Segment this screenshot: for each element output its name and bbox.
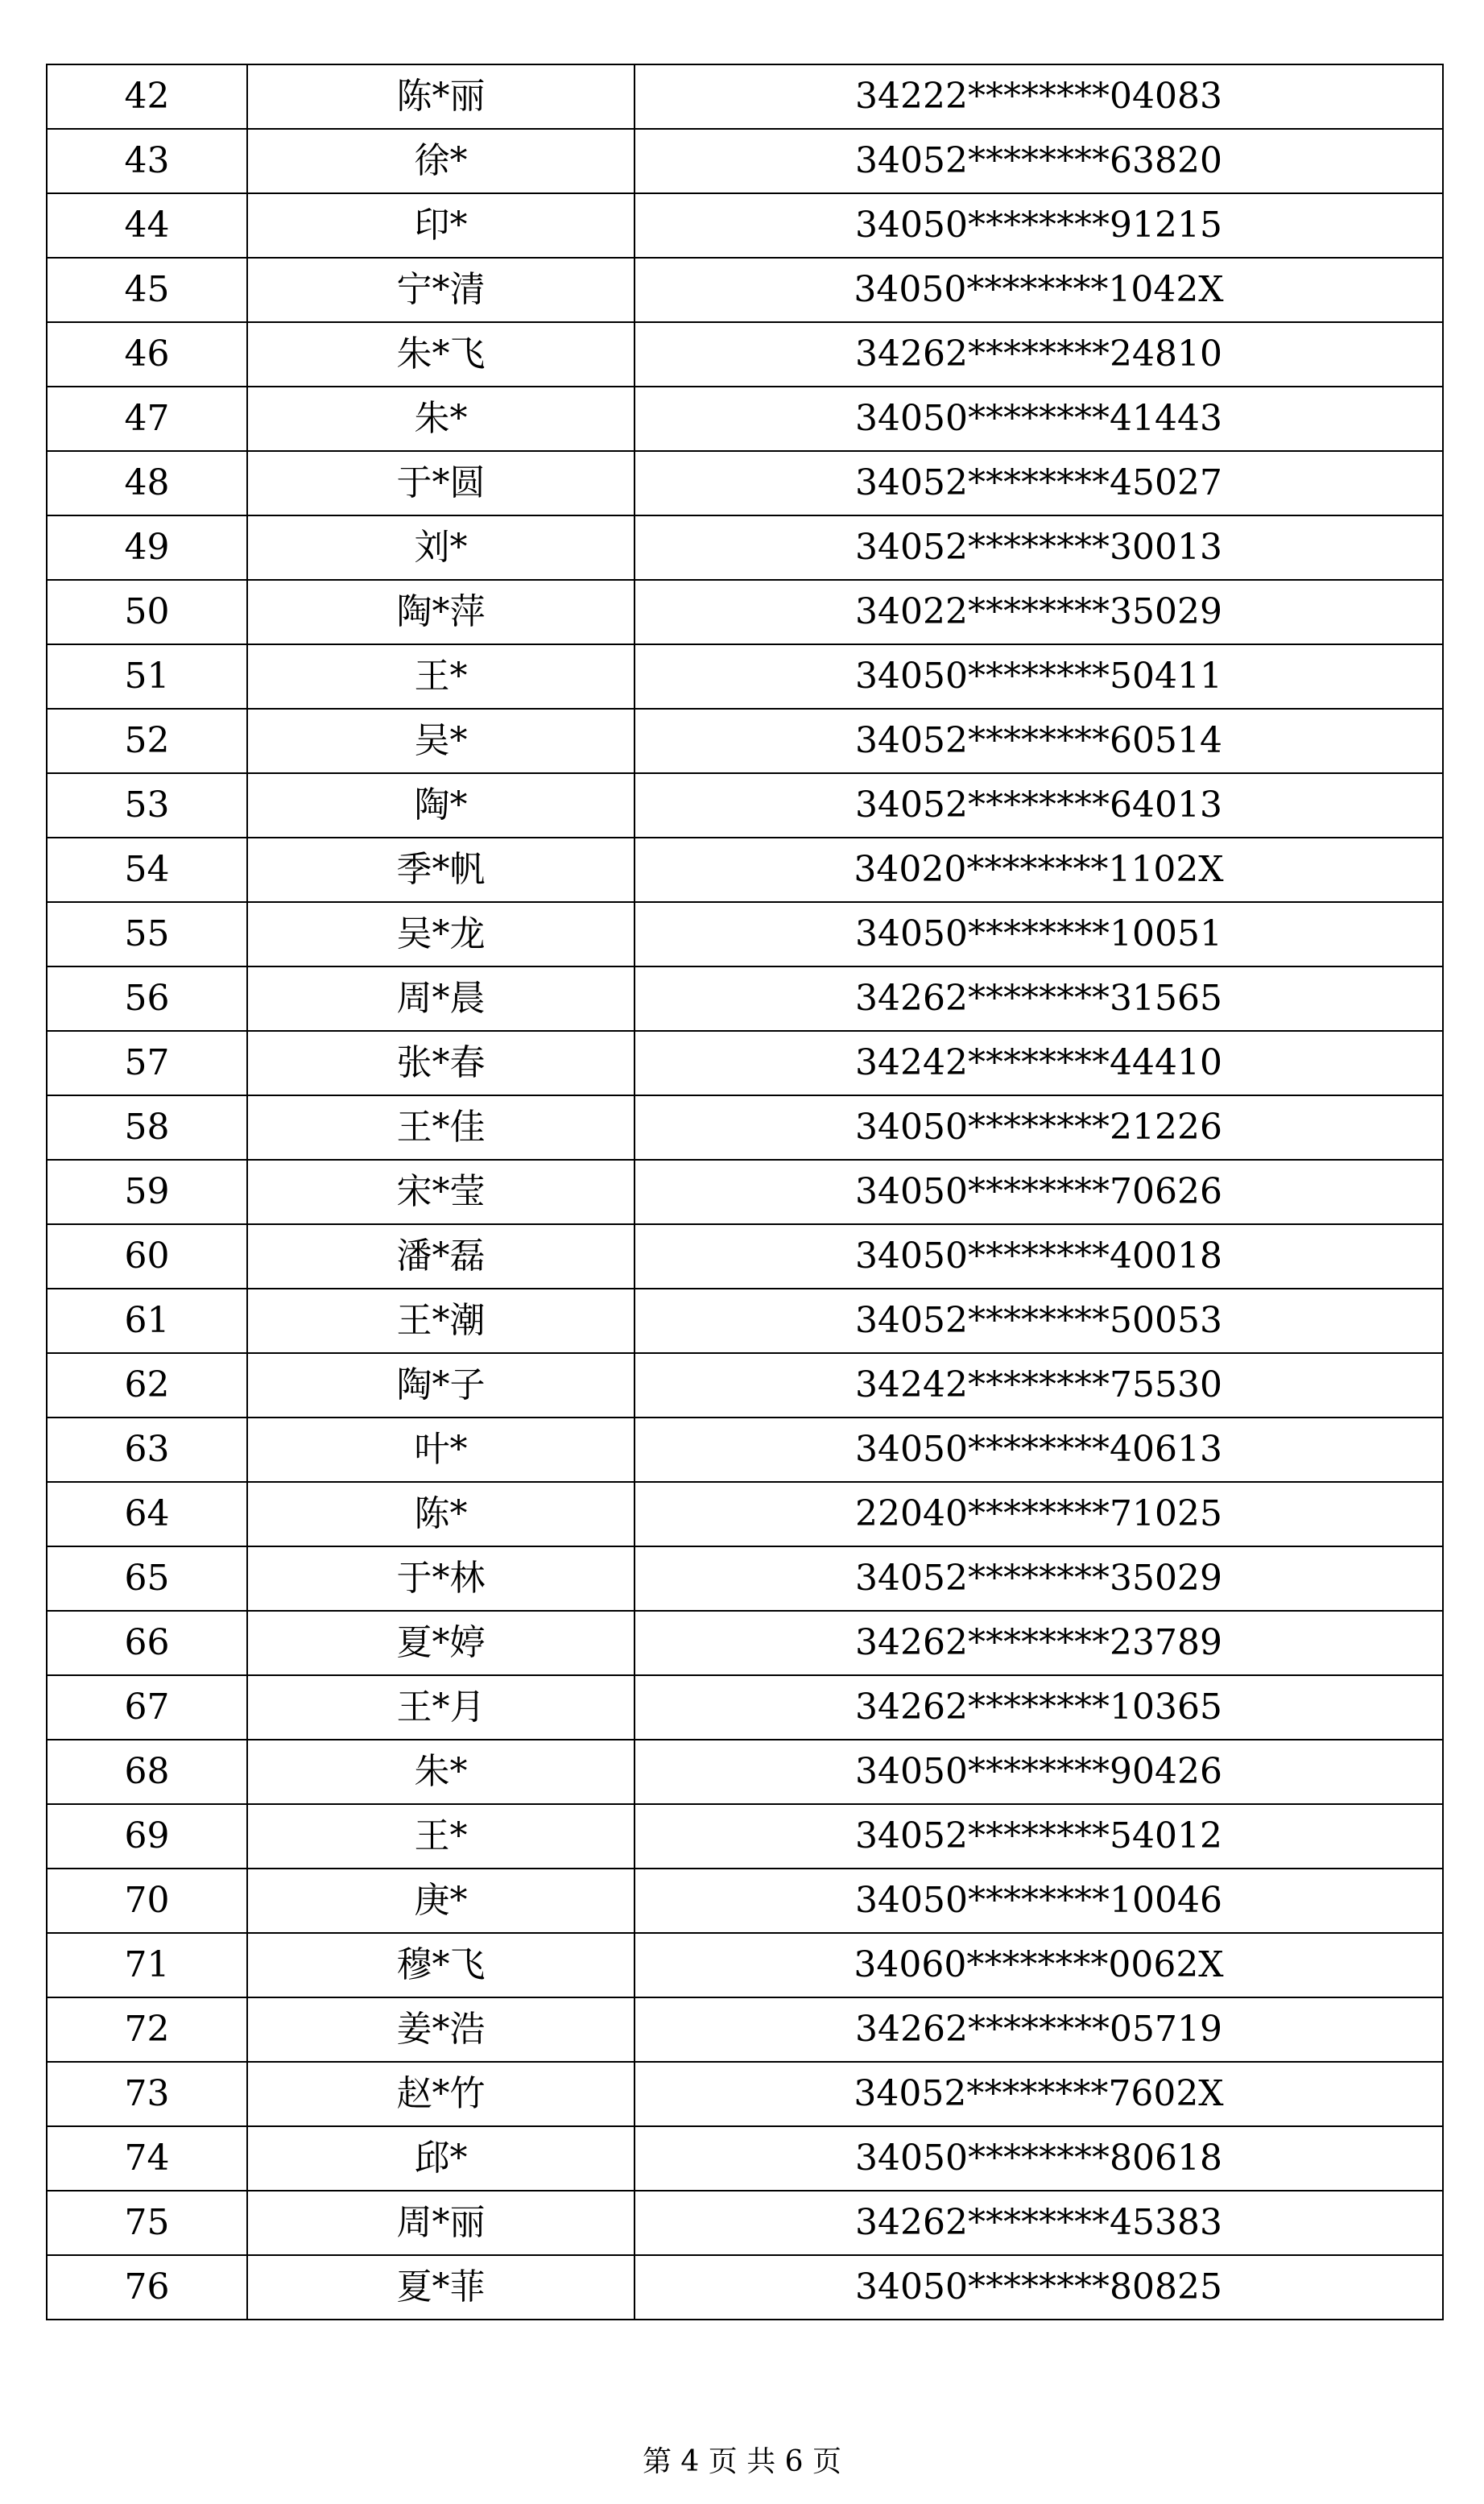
id-number-cell: 34050********40018	[635, 1224, 1443, 1289]
id-number-cell: 34052********60514	[635, 709, 1443, 773]
row-number-cell: 51	[47, 644, 247, 709]
name-cell: 徐*	[247, 129, 635, 193]
row-number-cell: 58	[47, 1095, 247, 1160]
row-number-cell: 66	[47, 1611, 247, 1675]
id-number-cell: 34262********23789	[635, 1611, 1443, 1675]
name-cell: 吴*	[247, 709, 635, 773]
table-row	[47, 129, 1443, 193]
name-cell: 于*圆	[247, 451, 635, 515]
name-cell: 陶*子	[247, 1353, 635, 1418]
row-number-cell: 60	[47, 1224, 247, 1289]
table-row	[47, 773, 1443, 838]
id-number-cell: 34052********45027	[635, 451, 1443, 515]
name-cell: 周*丽	[247, 2191, 635, 2255]
name-cell: 刘*	[247, 515, 635, 580]
name-cell: 陶*萍	[247, 580, 635, 644]
row-number-cell: 67	[47, 1675, 247, 1740]
footer-prefix: 第	[642, 2445, 672, 2478]
table-row	[47, 2126, 1443, 2191]
table-row	[47, 966, 1443, 1031]
id-number-cell: 34242********44410	[635, 1031, 1443, 1095]
id-number-cell: 34050********80618	[635, 2126, 1443, 2191]
name-cell: 陶*	[247, 773, 635, 838]
row-number-cell: 44	[47, 193, 247, 258]
name-cell: 于*林	[247, 1546, 635, 1611]
row-number-cell: 73	[47, 2062, 247, 2126]
name-cell: 王*	[247, 1804, 635, 1869]
id-number-cell: 34050********50411	[635, 644, 1443, 709]
row-number-cell: 54	[47, 838, 247, 902]
id-number-cell: 34262********31565	[635, 966, 1443, 1031]
id-number-cell: 34052********63820	[635, 129, 1443, 193]
row-number-cell: 59	[47, 1160, 247, 1224]
name-cell: 王*	[247, 644, 635, 709]
row-number-cell: 43	[47, 129, 247, 193]
table-row	[47, 1611, 1443, 1675]
id-number-cell: 34052********7602X	[635, 2062, 1443, 2126]
row-number-cell: 70	[47, 1869, 247, 1933]
row-number-cell: 50	[47, 580, 247, 644]
id-number-cell: 34060********0062X	[635, 1933, 1443, 1997]
roster-body	[47, 64, 1443, 2320]
row-number-cell: 71	[47, 1933, 247, 1997]
roster-table	[46, 64, 1444, 2320]
name-cell: 夏*婷	[247, 1611, 635, 1675]
id-number-cell: 34262********05719	[635, 1997, 1443, 2062]
row-number-cell: 63	[47, 1418, 247, 1482]
name-cell: 吴*龙	[247, 902, 635, 966]
id-number-cell: 34050********41443	[635, 387, 1443, 451]
table-row	[47, 1418, 1443, 1482]
table-row	[47, 258, 1443, 322]
table-row	[47, 1997, 1443, 2062]
name-cell: 陈*丽	[247, 64, 635, 129]
table-row	[47, 322, 1443, 387]
name-cell: 宋*莹	[247, 1160, 635, 1224]
table-row	[47, 1675, 1443, 1740]
table-row	[47, 1224, 1443, 1289]
name-cell: 王*月	[247, 1675, 635, 1740]
table-row	[47, 580, 1443, 644]
row-number-cell: 75	[47, 2191, 247, 2255]
name-cell: 姜*浩	[247, 1997, 635, 2062]
footer-suffix: 页	[812, 2445, 842, 2478]
row-number-cell: 53	[47, 773, 247, 838]
id-number-cell: 34052********30013	[635, 515, 1443, 580]
name-cell: 叶*	[247, 1418, 635, 1482]
row-number-cell: 46	[47, 322, 247, 387]
row-number-cell: 76	[47, 2255, 247, 2320]
page-footer	[0, 2446, 1484, 2478]
row-number-cell: 49	[47, 515, 247, 580]
table-row	[47, 451, 1443, 515]
table-row	[47, 1740, 1443, 1804]
id-number-cell: 34050********10051	[635, 902, 1443, 966]
name-cell: 印*	[247, 193, 635, 258]
name-cell: 朱*飞	[247, 322, 635, 387]
id-number-cell: 34052********64013	[635, 773, 1443, 838]
table-row	[47, 1869, 1443, 1933]
name-cell: 朱*	[247, 1740, 635, 1804]
id-number-cell: 34050********80825	[635, 2255, 1443, 2320]
table-row	[47, 902, 1443, 966]
id-number-cell: 34052********35029	[635, 1546, 1443, 1611]
row-number-cell: 55	[47, 902, 247, 966]
name-cell: 周*晨	[247, 966, 635, 1031]
table-row	[47, 1353, 1443, 1418]
table-row	[47, 64, 1443, 129]
id-number-cell: 34050********91215	[635, 193, 1443, 258]
id-number-cell: 34050********90426	[635, 1740, 1443, 1804]
row-number-cell: 74	[47, 2126, 247, 2191]
table-row	[47, 2191, 1443, 2255]
id-number-cell: 34052********54012	[635, 1804, 1443, 1869]
table-row	[47, 1482, 1443, 1546]
name-cell: 张*春	[247, 1031, 635, 1095]
name-cell: 陈*	[247, 1482, 635, 1546]
id-number-cell: 34050********40613	[635, 1418, 1443, 1482]
id-number-cell: 34050********21226	[635, 1095, 1443, 1160]
id-number-cell: 34262********45383	[635, 2191, 1443, 2255]
id-number-cell: 22040********71025	[635, 1482, 1443, 1546]
id-number-cell: 34020********1102X	[635, 838, 1443, 902]
row-number-cell: 52	[47, 709, 247, 773]
row-number-cell: 69	[47, 1804, 247, 1869]
id-number-cell: 34262********24810	[635, 322, 1443, 387]
row-number-cell: 61	[47, 1289, 247, 1353]
row-number-cell: 65	[47, 1546, 247, 1611]
table-row	[47, 2062, 1443, 2126]
table-row	[47, 2255, 1443, 2320]
row-number-cell: 62	[47, 1353, 247, 1418]
table-row	[47, 1289, 1443, 1353]
table-row	[47, 1933, 1443, 1997]
row-number-cell: 72	[47, 1997, 247, 2062]
table-row	[47, 644, 1443, 709]
table-row	[47, 1160, 1443, 1224]
row-number-cell: 57	[47, 1031, 247, 1095]
name-cell: 邱*	[247, 2126, 635, 2191]
row-number-cell: 45	[47, 258, 247, 322]
id-number-cell: 34242********75530	[635, 1353, 1443, 1418]
row-number-cell: 48	[47, 451, 247, 515]
table-row	[47, 1546, 1443, 1611]
name-cell: 王*潮	[247, 1289, 635, 1353]
footer-total-pages: 6	[784, 2445, 804, 2478]
table-row	[47, 1804, 1443, 1869]
name-cell: 穆*飞	[247, 1933, 635, 1997]
table-row	[47, 1031, 1443, 1095]
table-row	[47, 193, 1443, 258]
name-cell: 赵*竹	[247, 2062, 635, 2126]
table-row	[47, 515, 1443, 580]
footer-current-page: 4	[680, 2445, 700, 2478]
id-number-cell: 34050********1042X	[635, 258, 1443, 322]
footer-mid: 页 共	[708, 2445, 776, 2478]
row-number-cell: 42	[47, 64, 247, 129]
table-row	[47, 709, 1443, 773]
id-number-cell: 34050********10046	[635, 1869, 1443, 1933]
name-cell: 庚*	[247, 1869, 635, 1933]
row-number-cell: 68	[47, 1740, 247, 1804]
name-cell: 王*佳	[247, 1095, 635, 1160]
id-number-cell: 34022********35029	[635, 580, 1443, 644]
name-cell: 朱*	[247, 387, 635, 451]
name-cell: 宁*清	[247, 258, 635, 322]
name-cell: 夏*菲	[247, 2255, 635, 2320]
row-number-cell: 64	[47, 1482, 247, 1546]
id-number-cell: 34052********50053	[635, 1289, 1443, 1353]
name-cell: 季*帆	[247, 838, 635, 902]
row-number-cell: 47	[47, 387, 247, 451]
name-cell: 潘*磊	[247, 1224, 635, 1289]
table-row	[47, 1095, 1443, 1160]
id-number-cell: 34222********04083	[635, 64, 1443, 129]
row-number-cell: 56	[47, 966, 247, 1031]
id-number-cell: 34262********10365	[635, 1675, 1443, 1740]
id-number-cell: 34050********70626	[635, 1160, 1443, 1224]
table-row	[47, 387, 1443, 451]
table-row	[47, 838, 1443, 902]
